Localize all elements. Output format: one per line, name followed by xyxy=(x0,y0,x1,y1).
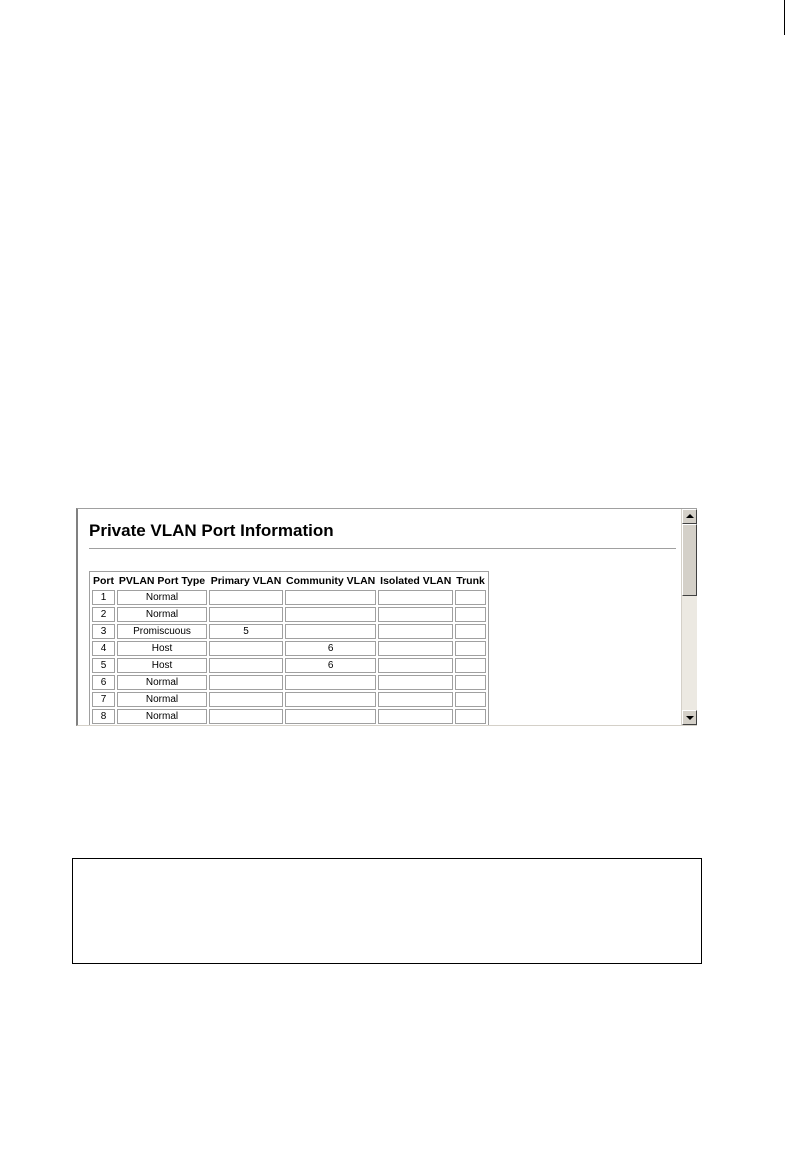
cell-type: Normal xyxy=(117,590,207,605)
cell-trunk xyxy=(455,692,486,707)
table-header-row xyxy=(92,574,486,588)
scroll-up-button[interactable] xyxy=(682,509,697,524)
cell-primary xyxy=(209,641,283,656)
cell-community xyxy=(285,590,376,605)
cell-port: 8 xyxy=(92,709,115,724)
cell-community xyxy=(285,709,376,724)
cell-isolated xyxy=(378,590,453,605)
cell-type: Normal xyxy=(117,675,207,690)
cell-isolated xyxy=(378,675,453,690)
cell-community xyxy=(285,692,376,707)
cell-community: 6 xyxy=(285,641,376,656)
cell-type: Host xyxy=(117,641,207,656)
cell-isolated xyxy=(378,641,453,656)
screenshot-frame xyxy=(76,508,697,726)
arrow-down-icon xyxy=(686,716,694,720)
header-port: Port xyxy=(93,575,114,587)
cell-port: 7 xyxy=(92,692,115,707)
cell-port: 1 xyxy=(92,590,115,605)
table-row xyxy=(92,590,486,605)
cell-primary xyxy=(209,675,283,690)
page-title: Private VLAN Port Information xyxy=(89,521,334,540)
scroll-down-button[interactable] xyxy=(682,710,697,725)
table-row xyxy=(92,641,486,656)
page-edge-rule xyxy=(784,0,785,35)
table-row xyxy=(92,709,486,724)
cell-port: 3 xyxy=(92,624,115,639)
cell-type: Normal xyxy=(117,607,207,622)
cell-primary: 5 xyxy=(209,624,283,639)
scrollbar-thumb[interactable] xyxy=(682,524,697,596)
cell-isolated xyxy=(378,624,453,639)
arrow-up-icon xyxy=(686,514,694,518)
header-community-vlan: Community VLAN xyxy=(286,575,376,587)
cell-trunk xyxy=(455,624,486,639)
cell-port: 6 xyxy=(92,675,115,690)
table-row xyxy=(92,607,486,622)
cell-trunk xyxy=(455,641,486,656)
header-pvlan-port-type: PVLAN Port Type xyxy=(118,575,206,587)
table-row xyxy=(92,675,486,690)
pvlan-port-table xyxy=(89,571,489,725)
cell-isolated xyxy=(378,658,453,673)
cell-isolated xyxy=(378,709,453,724)
table-row xyxy=(92,624,486,639)
cell-trunk xyxy=(455,675,486,690)
cell-port: 5 xyxy=(92,658,115,673)
cell-trunk xyxy=(455,607,486,622)
cell-type: Host xyxy=(117,658,207,673)
cell-primary xyxy=(209,692,283,707)
vertical-scrollbar[interactable] xyxy=(681,509,697,725)
header-isolated-vlan: Isolated VLAN xyxy=(380,575,452,587)
cell-type: Normal xyxy=(117,709,207,724)
cell-type: Promiscuous xyxy=(117,624,207,639)
note-box xyxy=(72,858,702,964)
cell-trunk xyxy=(455,590,486,605)
cell-isolated xyxy=(378,607,453,622)
cell-community xyxy=(285,675,376,690)
title-divider xyxy=(89,548,676,550)
cell-port: 4 xyxy=(92,641,115,656)
header-trunk: Trunk xyxy=(456,575,485,587)
cell-community: 6 xyxy=(285,658,376,673)
cell-type: Normal xyxy=(117,692,207,707)
cell-trunk xyxy=(455,658,486,673)
table-row xyxy=(92,658,486,673)
cell-isolated xyxy=(378,692,453,707)
cell-community xyxy=(285,624,376,639)
cell-trunk xyxy=(455,709,486,724)
cell-port: 2 xyxy=(92,607,115,622)
cell-primary xyxy=(209,658,283,673)
header-primary-vlan: Primary VLAN xyxy=(210,575,282,587)
cell-primary xyxy=(209,590,283,605)
cell-primary xyxy=(209,607,283,622)
page-content xyxy=(78,509,683,725)
cell-primary xyxy=(209,709,283,724)
table-row xyxy=(92,692,486,707)
cell-community xyxy=(285,607,376,622)
